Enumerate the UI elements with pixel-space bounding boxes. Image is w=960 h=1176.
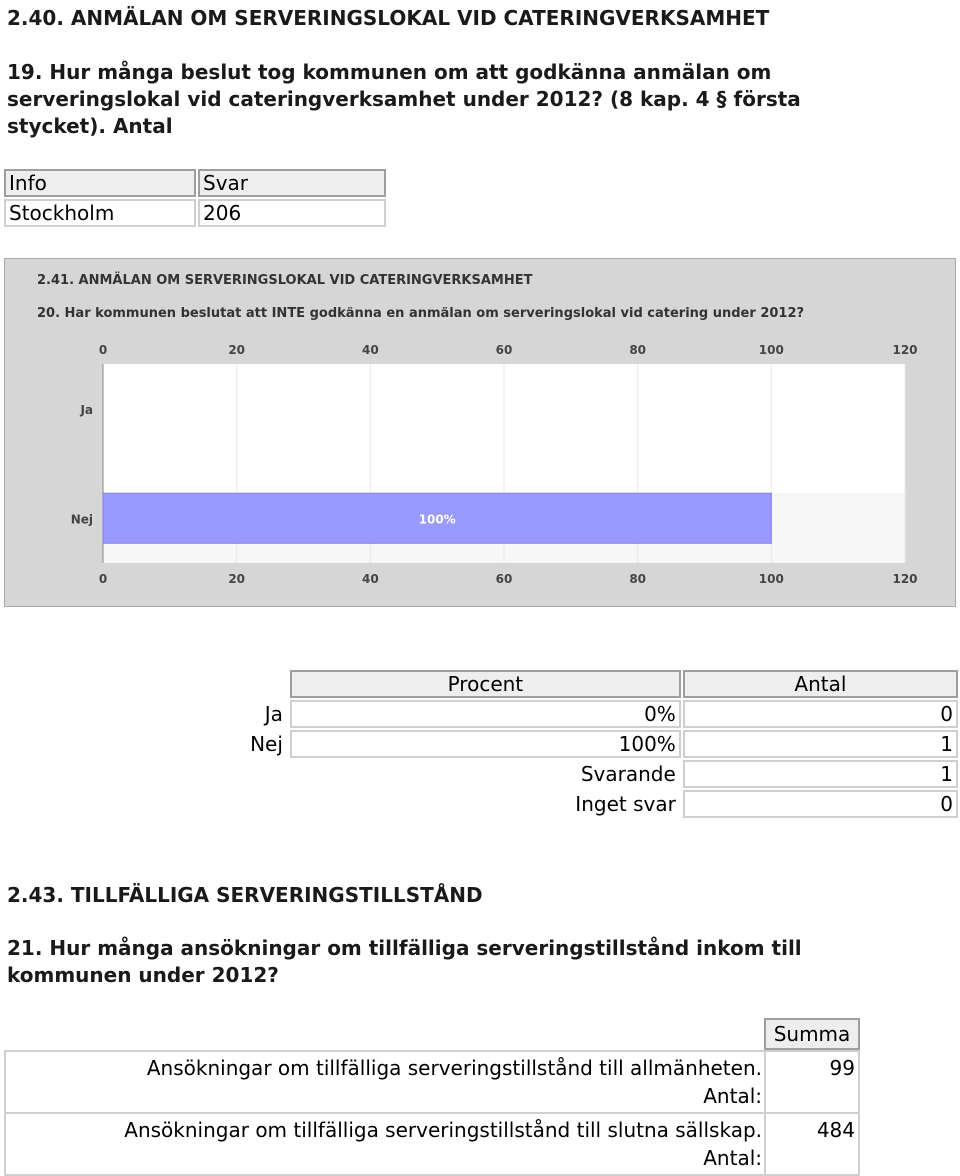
x-tick-label-bottom: 40 (361, 572, 379, 586)
x-tick-label-top: 80 (629, 343, 647, 357)
header-summa: Summa (764, 1018, 860, 1050)
question-text (7, 59, 801, 140)
empty-cell (228, 790, 288, 818)
x-tick-label-bottom: 0 (98, 572, 108, 586)
header-svar: Svar (198, 169, 386, 197)
section-heading: 2.43. TILLFÄLLIGA SERVERINGSTILLSTÅND (7, 883, 483, 907)
x-tick-label-top: 100 (758, 343, 784, 357)
x-tick-label-bottom: 80 (629, 572, 647, 586)
row-description-line: Ansökningar om tillfälliga serveringstillstånd till allmänheten. (146, 1056, 762, 1080)
x-tick-label-bottom: 100 (758, 572, 784, 586)
info-table (2, 167, 388, 229)
results-table (226, 668, 960, 820)
cell-municipality: Stockholm (4, 199, 196, 227)
y-category-label: Ja (80, 402, 93, 417)
row-label: Ja (264, 702, 283, 726)
applications-table (4, 1018, 860, 1176)
x-tick-label-bottom: 20 (228, 572, 246, 586)
cell-antal: 0 (683, 700, 958, 728)
question-text (7, 935, 802, 989)
x-tick-label-top: 20 (228, 343, 246, 357)
row-description (4, 1050, 764, 1114)
empty-corner (228, 670, 288, 698)
bar-chart (5, 259, 957, 608)
summary-label: Svarande (580, 762, 676, 786)
x-tick-label-top: 40 (361, 343, 379, 357)
row-description-line: Antal: (703, 1084, 762, 1108)
cell-procent: 0% (290, 700, 681, 728)
row-description-line: Antal: (703, 1146, 762, 1170)
x-tick-label-top: 60 (495, 343, 513, 357)
question-line: serveringslokal vid cateringverksamhet under 2012? (8 kap. 4 § första (7, 87, 801, 111)
bar-data-label: 100% (418, 512, 456, 527)
chart-image (4, 258, 956, 607)
chart-title: 2.41. ANMÄLAN OM SERVERINGSLOKAL VID CATERINGVERKSAMHET (37, 273, 533, 288)
question-line: kommunen under 2012? (7, 963, 279, 987)
header-antal: Antal (683, 670, 958, 698)
x-tick-label-bottom: 60 (495, 572, 513, 586)
summary-label: Inget svar (575, 792, 676, 816)
row-description-line: Ansökningar om tillfälliga serveringstillstånd till slutna sällskap. (124, 1118, 762, 1142)
summary-value: 1 (683, 760, 958, 788)
empty-cell (228, 760, 288, 788)
x-tick-label-top: 120 (892, 343, 918, 357)
x-tick-label-top: 0 (98, 343, 108, 357)
header-info: Info (4, 169, 196, 197)
cell-procent: 100% (290, 730, 681, 758)
question-line: stycket). Antal (7, 114, 173, 138)
x-tick-label-bottom: 120 (892, 572, 918, 586)
row-value: 484 (764, 1114, 860, 1176)
cell-answer: 206 (198, 199, 386, 227)
row-label: Nej (250, 732, 283, 756)
question-line: 19. Hur många beslut tog kommunen om att godkänna anmälan om (7, 60, 772, 84)
empty-corner (4, 1018, 764, 1050)
question-line: 21. Hur många ansökningar om tillfälliga serveringstillstånd inkom till (7, 936, 802, 960)
header-procent: Procent (290, 670, 681, 698)
cell-antal: 1 (683, 730, 958, 758)
y-category-label: Nej (70, 512, 93, 527)
chart-subtitle: 20. Har kommunen beslutat att INTE godkänna en anmälan om serveringslokal vid catering under 2012? (37, 306, 805, 321)
section-heading: 2.40. ANMÄLAN OM SERVERINGSLOKAL VID CATERINGVERKSAMHET (7, 6, 770, 30)
row-value: 99 (764, 1050, 860, 1114)
summary-value: 0 (683, 790, 958, 818)
